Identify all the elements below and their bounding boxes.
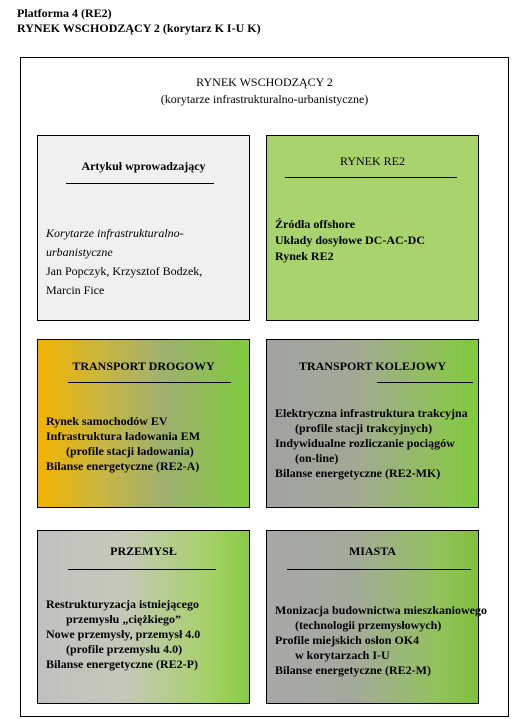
box-industry-rule [68,569,216,570]
box-road-body [46,414,245,474]
box-intro-article [37,135,250,321]
cities-line-4: w korytarzach I-U [295,648,390,662]
industry-line-4: (profile przemysłu 4.0) [66,642,183,656]
header-platform: Platforma 4 (RE2) [17,6,112,20]
re2-line-3: Rynek RE2 [275,249,334,263]
box-re2-body [275,216,474,264]
box-intro-body [46,224,245,300]
box-rail-title: TRANSPORT KOLEJOWY [298,359,447,373]
frame-title: RYNEK WSCHODZĄCY 2 [196,75,333,89]
road-line-3: (profile stacji ładowania) [66,444,194,458]
box-intro-rule [66,183,214,184]
box-re2-title: RYNEK RE2 [339,154,405,168]
box-rail-body [275,406,474,481]
box-miasta [266,530,487,704]
header-subtitle: RYNEK WSCHODZĄCY 2 (korytarz K I-U K) [17,21,261,35]
re2-line-1: Źródła offshore [275,217,356,231]
intro-italic-line-2: urbanistyczne [46,245,113,259]
road-line-4: Bilanse energetyczne (RE2-A) [46,459,200,473]
intro-authors-line-1: Jan Popczyk, Krzysztof Bodzek, [46,264,203,278]
box-transport-kolejowy [266,339,479,508]
rail-line-5: Bilanse energetyczne (RE2-MK) [275,466,441,480]
box-cities-title: MIASTA [348,544,397,558]
road-line-1: Rynek samochodów EV [46,414,168,428]
box-intro-title: Artykuł wprowadzający [81,159,206,173]
box-rail-rule [377,382,473,383]
box-industry-title: PRZEMYSŁ [110,544,177,558]
box-cities-body [275,603,487,678]
industry-line-2: przemysłu „ciężkiego” [66,612,181,626]
rail-line-1: Elektryczna infrastruktura trakcyjna [275,406,468,420]
cities-line-5: Bilanse energetyczne (RE2-M) [275,663,431,677]
road-line-2: Infrastruktura ładowania EM [46,429,201,443]
cities-line-1: Monizacja budownictwa mieszkaniowego [275,603,487,617]
industry-line-5: Bilanse energetyczne (RE2-P) [46,657,198,671]
box-re2-rule [285,177,457,178]
cities-line-3: Profile miejskich osłon OK4 [275,633,420,647]
box-przemysl [37,530,250,704]
rail-line-4: (on-line) [295,451,339,465]
industry-line-3: Nowe przemysły, przemysł 4.0 [46,627,201,641]
cities-line-2: (technologii przemysłowych) [295,618,442,632]
industry-line-1: Restrukturyzacja istniejącego [46,597,199,611]
rail-line-2: (profile stacji trakcyjnych) [295,421,433,435]
intro-authors-line-2: Marcin Fice [46,283,105,297]
intro-italic-line-1: Korytarze infrastrukturalno- [46,226,184,240]
box-rynek-re2 [266,135,479,321]
re2-line-2: Układy dosyłowe DC-AC-DC [275,233,426,247]
box-transport-drogowy [37,339,250,508]
rail-line-3: Indywidualne rozliczanie pociągów [275,436,455,450]
box-cities-rule [287,569,471,570]
frame-subtitle: (korytarze infrastrukturalno-urbanistyczne) [160,92,369,106]
box-road-rule [68,382,231,383]
box-road-title: TRANSPORT DROGOWY [72,359,215,373]
box-industry-body [46,597,245,672]
